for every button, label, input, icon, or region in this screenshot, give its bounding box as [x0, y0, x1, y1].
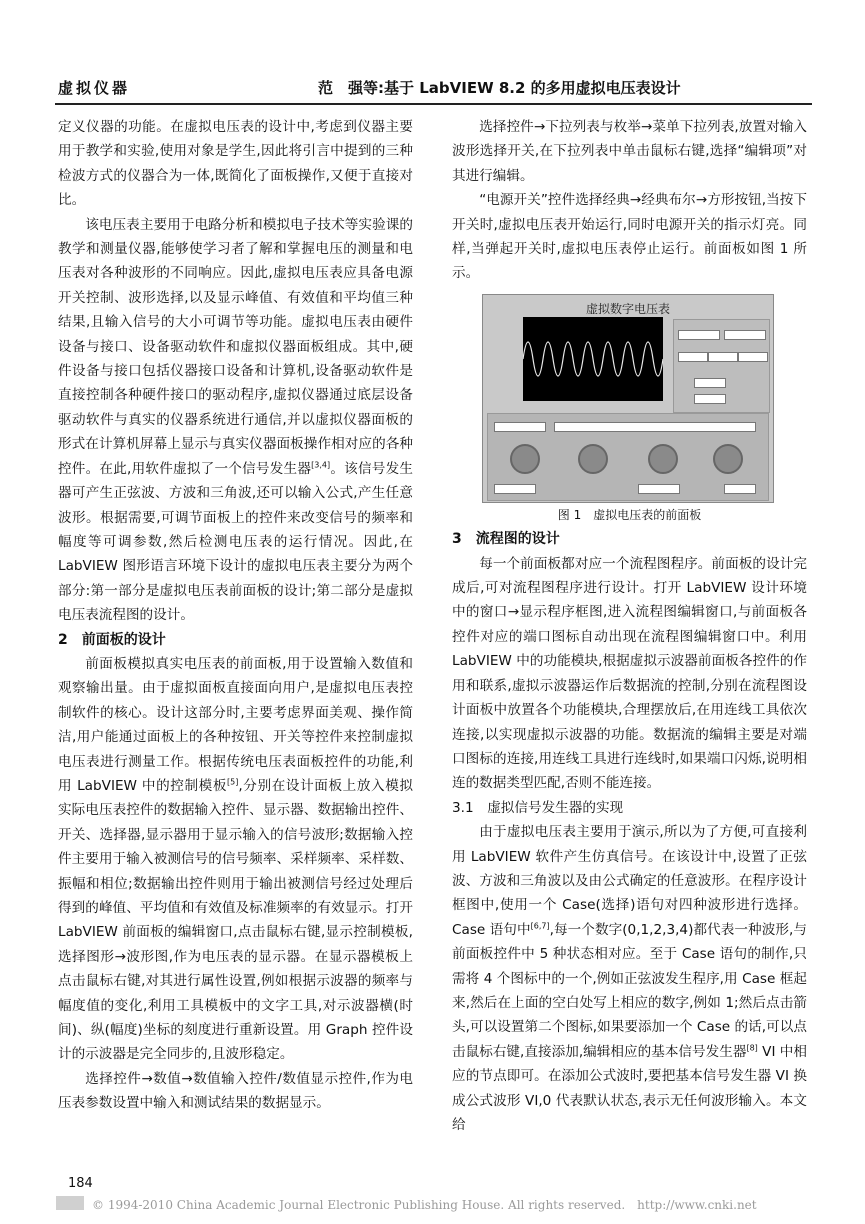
- paragraph: 选择控件→数值→数值输入控件/数值显示控件,作为电压表参数设置中输入和测试结果的数据显示。: [58, 1070, 413, 1112]
- readout-field: [638, 484, 680, 494]
- paragraph: 该电压表主要用于电路分析和模拟电子技术等实验课的教学和测量仪器,能够使学习者了解和掌握电压的测量和电压表对各种波形的不同响应。因此,虚拟电压表应具备电源开关控制、波形选择,以及显示峰值、有效值和平均值三种结果,且输入信号的大小可调节等功能。虚拟电压表由硬件设备与接口、设备驱动软件和虚拟仪器面板组成。其中,硬件设备与接口包括仪器接口设备和计算机,设备驱动软件是直接控制各种硬件接口的驱动程序,虚拟仪器通过底层设备驱动软件与真实的仪器系统进行通信,并以虚拟仪器面板的形式在计算机屏幕上显示与真实仪器面板操作相对应的各种控件。在此,用软件虚拟了一个信号发生器[3,4]。该信号发生器可产生正弦波、方波和三角波,还可以输入公式,产生任意波形。根据需要,可调节面板上的控件来改变信号的频率和幅度等可调参数,然后检测电压表的运行情况。因此,在 LabVIEW 图形语言环境下设计的虚拟电压表主要分为两个部分:第一部分是虚拟电压表前面板的设计;第二部分是虚拟电压表流程图的设计。: [58, 216, 413, 624]
- left-column: [58, 115, 413, 1116]
- readout-field: [724, 484, 756, 494]
- readout-field: [708, 352, 738, 362]
- phase-knob-icon: [578, 444, 608, 474]
- journal-title: 虚拟仪器: [58, 79, 131, 97]
- paragraph: 由于虚拟电压表主要用于演示,所以为了方便,可直接利用 LabVIEW 软件产生仿真信号。在该设计中,设置了正弦波、方波和三角波以及由公式确定的任意波形。在程序设计框图中,使用一个 Case(选择)语句对四种波形进行选择。Case 语句中[6,7],每一个数字(0,1,2,3,4)都代表一种波形,与前面板控件中 5 种状态相对应。至于 Case 语句的制作,只需将 4 个图标中的一个,例如正弦波发生程序,用 Case 框起来,然后在上面的空白处写上相应的数字,例如 1;然后点击箭头,可以设置第二个图标,如果要添加一个 Case 的话,可以点击鼠标右键,直接添加,编辑相应的基本信号发生器[8] VI 中相应的节点即可。在添加公式波时,要把基本信号发生器 VI 换成公式波形 VI,0 代表默认状态,表示无任何波形输入。本文给: [452, 824, 808, 1133]
- page-number: 184: [68, 1176, 93, 1191]
- readout-field: [694, 394, 726, 404]
- paragraph: 前面板模拟真实电压表的前面板,用于设置输入数值和观察输出量。由于虚拟面板直接面向用户,是虚拟电压表控制软件的核心。设计这部分时,主要考虑界面美观、操作简洁,用户能通过面板上的各种按钮、开关等控件来控制虚拟电压表进行测量工作。根据传统电压表面板控件的功能,利用 LabVIEW 中的控制模板[5],分别在设计面板上放入模拟实际电压表控件的数据输入控件、显示器、数据输出控件、开关、选择器,显示器用于显示输入的信号波形;数据输入控件主要用于输入被测信号的信号频率、采样频率、采样数、振幅和相位;数据输出控件则用于输出被测信号经过处理后得到的峰值、平均值和有效值及标准频率的有效显示。打开 LabVIEW 前面板的编辑窗口,点击鼠标右键,显示控制模板,选择图形→波形图,作为电压表的显示器。在显示器模板上点击鼠标右键,对其进行属性设置,例如根据示波器的频率与幅度值的变化,利用工具模板中的文字工具,对示波器横(时间)、纵(幅度)坐标的刻度进行重新设置。用 Graph 控件设计的示波器是完全同步的,且波形稳定。: [58, 655, 413, 1063]
- section-heading: 2 前面板的设计: [58, 631, 166, 648]
- cnki-logo-icon: [56, 1196, 84, 1210]
- citation: [3,4]: [311, 460, 331, 470]
- waveform-select: [494, 422, 546, 432]
- article-title: 范 强等:基于 LabVIEW 8.2 的多用虚拟电压表设计: [318, 79, 681, 97]
- citation: [5]: [227, 777, 239, 787]
- paragraph: 定义仪器的功能。在虚拟电压表的设计中,考虑到仪器主要用于教学和实验,使用对象是学生,因此将引言中提到的三种检波方式的仪器合为一体,既简化了面板操作,又便于直接对比。: [58, 119, 413, 209]
- section-heading: 3 流程图的设计: [452, 531, 560, 548]
- paragraph: “电源开关”控件选择经典→经典布尔→方形按钮,当按下开关时,虚拟电压表开始运行,同时电源开关的指示灯亮。同样,当弹起开关时,虚拟电压表停止运行。前面板如图 1 所示。: [452, 192, 807, 282]
- readout-field: [724, 330, 766, 340]
- amplitude-knob-icon: [510, 444, 540, 474]
- readout-field: [494, 484, 536, 494]
- readout-field: [694, 378, 726, 388]
- paragraph: 选择控件→下拉列表与枚举→菜单下拉列表,放置对输入波形选择开关,在下拉列表中单击鼠标右键,选择“编辑项”对其进行编辑。: [452, 119, 807, 184]
- subsection-heading: 3.1 虚拟信号发生器的实现: [452, 799, 624, 816]
- sample-knob-icon: [713, 444, 743, 474]
- frequency-knob-icon: [648, 444, 678, 474]
- readout-field: [678, 330, 720, 340]
- figure-front-panel: [482, 294, 774, 503]
- header-rule: [55, 103, 812, 105]
- right-column: [452, 115, 807, 1137]
- formula-field: [554, 422, 756, 432]
- copyright-footer: © 1994-2010 China Academic Journal Electronic Publishing House. All rights reserved. http://www.cnki.net: [92, 1198, 757, 1212]
- data-display-panel: [673, 319, 770, 413]
- figure-panel-title: 虚拟数字电压表: [585, 301, 670, 316]
- figure-caption: 图 1 虚拟电压表的前面板: [557, 507, 702, 522]
- citation: [6,7]: [530, 921, 550, 931]
- sine-wave-icon: [523, 317, 663, 401]
- control-panel: [487, 413, 769, 501]
- paragraph: 每一个前面板都对应一个流程图程序。前面板的设计完成后,可对流程图程序进行设计。打开 LabVIEW 设计环境中的窗口→显示程序框图,进入流程图编辑窗口,与前面板各控件对应的端口图标自动出现在流程图编辑窗口中。利用 LabVIEW 中的功能模块,根据虚拟示波器前面板各控件的作用和联系,虚拟示波器运作后数据流的控制,分别在流程图设计面板中放置各个功能模块,合理摆放后,在用连线工具依次连接,以实现虚拟示波器的功能。数据流的编辑主要是对端口图标的连接,用连线工具进行连线时,如果端口闪烁,说明相连的数据类型匹配,否则不能连接。: [452, 555, 807, 792]
- readout-field: [738, 352, 768, 362]
- citation: [8]: [746, 1043, 758, 1053]
- waveform-graph: [523, 317, 663, 401]
- readout-field: [678, 352, 708, 362]
